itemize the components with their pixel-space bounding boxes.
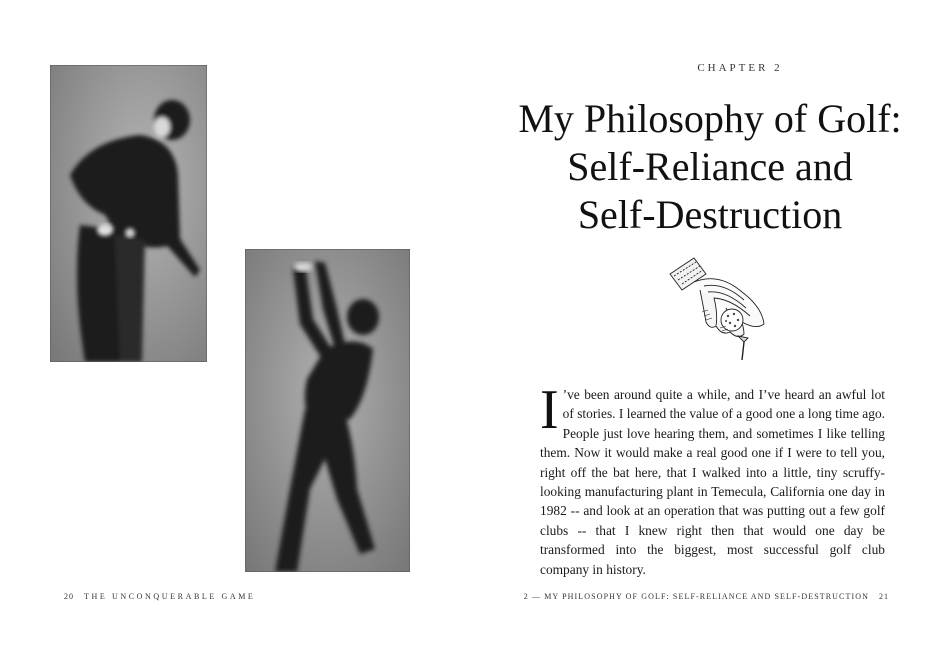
golfer-follow-through-silhouette bbox=[245, 249, 410, 572]
right-page-footer bbox=[524, 592, 889, 601]
chapter-title-line-2: Self-Reliance and bbox=[567, 144, 853, 189]
golfer-follow-through-photo bbox=[245, 249, 410, 572]
chapter-opening-paragraph bbox=[540, 379, 885, 579]
right-page-number: 21 bbox=[879, 592, 889, 601]
chapter-title bbox=[500, 95, 920, 239]
drop-cap: I bbox=[540, 379, 559, 441]
paragraph-text: ’ve been around quite a while, and I’ve heard an awful lot of stories. I learned the value of a good one a long time ago. People just love hearing them, and sometimes I like telling them. Now it would make a real good one if I were to tell you, right off the bat here, that I walked into a little, tiny scruffy-looking manufacturing plant in Temecula, California one day in 1982 -- and look at an operation that was putting out a few golf clubs -- that I knew right then that would one day be transformed into the biggest, most successful golf club company in history. bbox=[540, 387, 885, 577]
chapter-label: CHAPTER 2 bbox=[697, 62, 783, 74]
right-running-head: 2 — MY PHILOSOPHY OF GOLF: SELF-RELIANCE AND SELF-DESTRUCTION bbox=[523, 592, 869, 601]
left-page-number: 20 bbox=[64, 592, 74, 601]
chapter-title-line-3: Self-Destruction bbox=[577, 192, 843, 237]
golfer-address-photo bbox=[50, 65, 207, 362]
chapter-title-line-1: My Philosophy of Golf: bbox=[518, 96, 902, 141]
golfer-address-silhouette bbox=[50, 65, 207, 362]
left-page-footer bbox=[64, 592, 255, 601]
left-running-head: THE UNCONQUERABLE GAME bbox=[84, 592, 256, 601]
gloved-hand-with-golf-ball-and-tee-icon bbox=[664, 252, 768, 364]
